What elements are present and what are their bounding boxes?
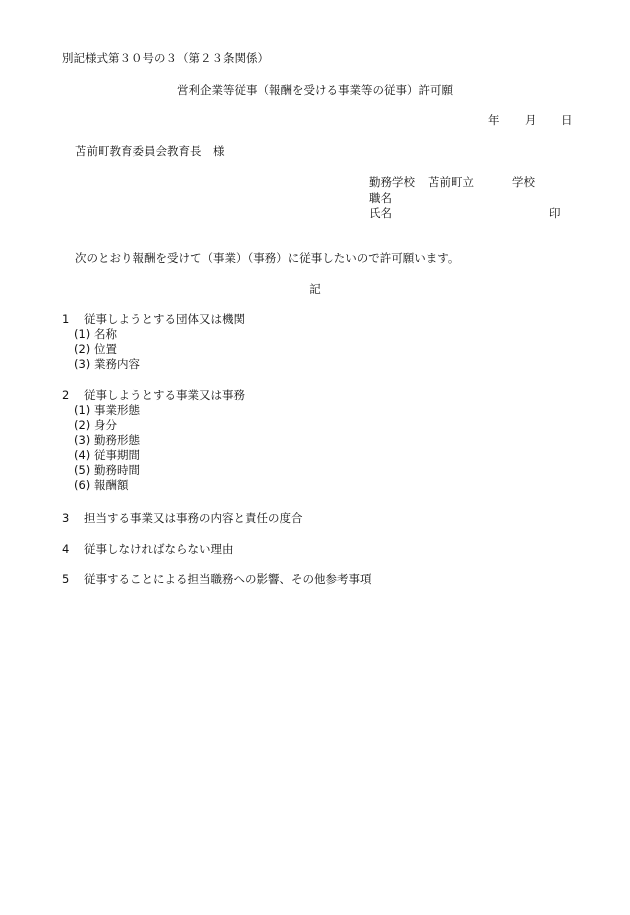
date-year-label: 年	[488, 113, 500, 127]
school-prefix: 苫前町立	[428, 175, 474, 189]
section-3	[62, 511, 303, 526]
section-heading	[62, 511, 303, 526]
request-sentence: 次のとおり報酬を受けて（事業）（事務）に従事したいので許可願います。	[75, 251, 460, 265]
seal-mark: 印	[549, 206, 561, 220]
section-heading	[62, 388, 245, 403]
position-label: 職名	[369, 191, 392, 205]
section-title: 従事しなければならない理由	[84, 542, 234, 556]
addressee: 苫前町教育委員会教育長 様	[75, 144, 225, 158]
section-title: 担当する事業又は事務の内容と責任の度合	[84, 511, 303, 525]
section-2	[62, 388, 245, 493]
section-title: 従事することによる担当職務への影響、その他参考事項	[84, 572, 372, 586]
list-item: (2) 位置	[74, 342, 117, 356]
section-heading	[62, 312, 245, 327]
section-heading	[62, 572, 372, 587]
date-month-label: 月	[525, 113, 537, 127]
section-heading	[62, 542, 234, 557]
list-item: (5) 勤務時間	[74, 463, 140, 477]
list-item: (3) 業務内容	[74, 357, 140, 371]
ki-heading: 記	[309, 282, 321, 296]
section-title: 従事しようとする団体又は機関	[84, 312, 245, 326]
school-suffix: 学校	[512, 175, 535, 189]
section-4	[62, 542, 234, 557]
list-item: (3) 勤務形態	[74, 433, 140, 447]
section-number: 1	[62, 312, 70, 326]
name-label: 氏名	[369, 206, 392, 220]
section-5	[62, 572, 372, 587]
section-number: 4	[62, 542, 70, 556]
list-item: (4) 従事期間	[74, 448, 140, 462]
form-reference: 別記様式第３０号の３（第２３条関係）	[62, 51, 269, 65]
section-1	[62, 312, 245, 372]
section-number: 2	[62, 388, 70, 402]
list-item: (1) 事業形態	[74, 403, 140, 417]
section-title: 従事しようとする事業又は事務	[84, 388, 245, 402]
section-number: 3	[62, 511, 70, 525]
list-item: (2) 身分	[74, 418, 117, 432]
date-day-label: 日	[561, 113, 573, 127]
list-item: (6) 報酬額	[74, 478, 129, 492]
list-item: (1) 名称	[74, 327, 117, 341]
school-label: 勤務学校	[369, 175, 415, 189]
document-title: 営利企業等従事（報酬を受ける事業等の従事）許可願	[177, 83, 453, 97]
section-number: 5	[62, 572, 70, 586]
